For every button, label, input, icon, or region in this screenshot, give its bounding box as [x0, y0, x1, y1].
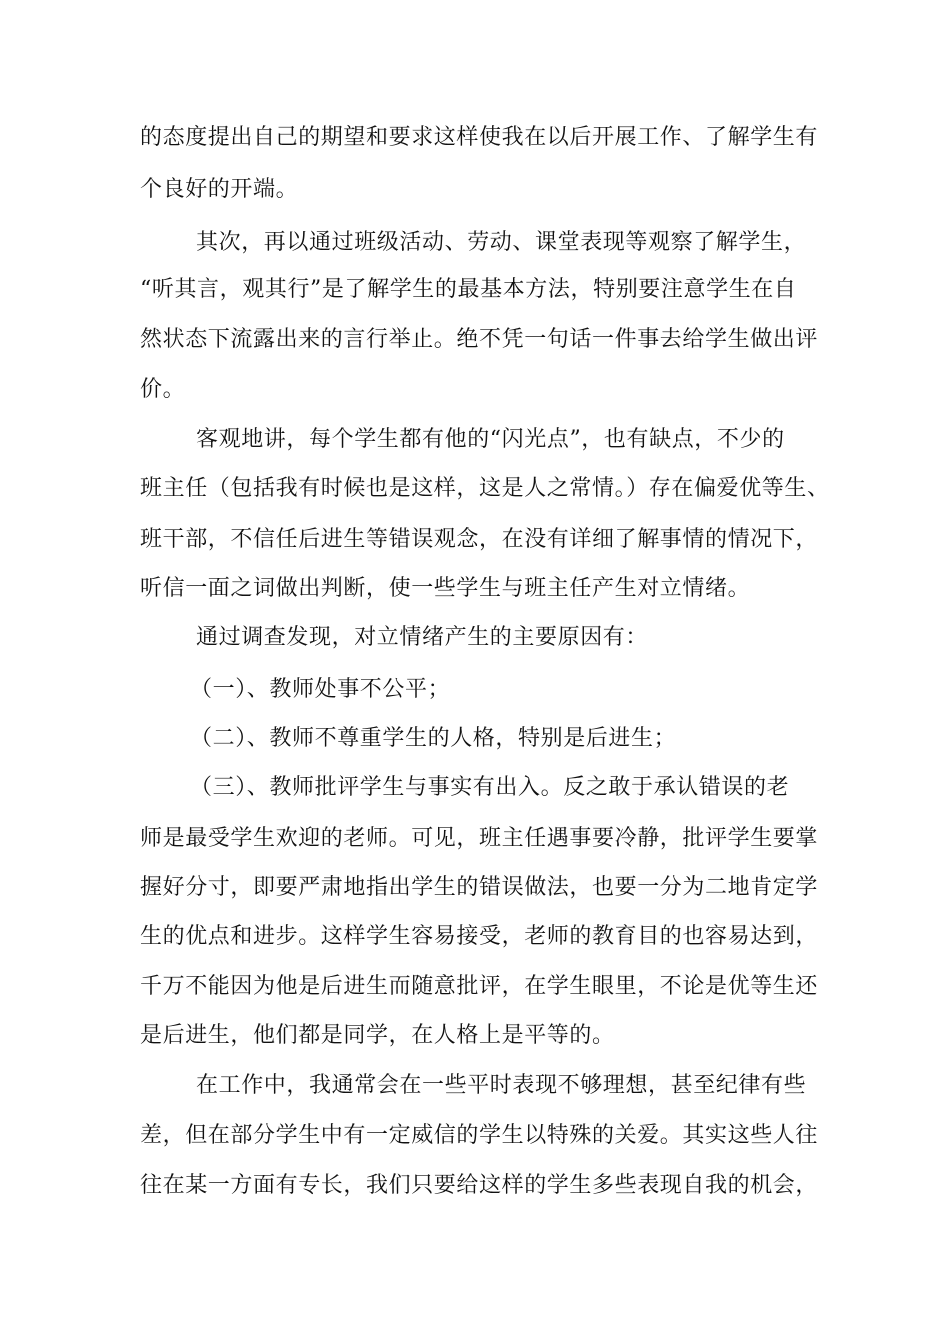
text-line: 在工作中，我通常会在一些平时表现不够理想，甚至纪律有些: [196, 1073, 807, 1098]
text-line: 握好分寸，即要严肃地指出学生的错误做法，也要一分为二地肯定学: [140, 875, 819, 900]
text-line: 然状态下流露出来的言行举止。绝不凭一句话一件事去给学生做出评: [140, 327, 819, 352]
list-item: （二）、教师不尊重学生的人格，特别是后进生；: [190, 726, 677, 751]
text-line: 听信一面之词做出判断，使一些学生与班主任产生对立情绪。: [140, 576, 751, 601]
text-line: 班主任（包括我有时候也是这样，这是人之常情。）存在偏爱优等生、: [140, 476, 830, 501]
text-line: 差，但在部分学生中有一定威信的学生以特殊的关爱。其实这些人往: [140, 1123, 819, 1148]
text-line: 价。: [140, 377, 186, 402]
text-line: 班干部，不信任后进生等错误观念，在没有详细了解事情的情况下，: [140, 527, 819, 552]
list-item: （三）、教师批评学生与事实有出入。反之敢于承认错误的老: [190, 775, 790, 800]
text-line: 是后进生，他们都是同学，在人格上是平等的。: [140, 1023, 615, 1048]
text-line: 通过调查发现，对立情绪产生的主要原因有：: [196, 625, 649, 650]
text-line: 其次，再以通过班级活动、劳动、课堂表现等观察了解学生，: [196, 230, 807, 255]
list-item: （一）、教师处事不公平；: [190, 677, 451, 702]
text-line: 千万不能因为他是后进生而随意批评，在学生眼里，不论是优等生还: [140, 974, 819, 999]
text-line: “听其言，观其行”是了解学生的最基本方法，特别要注意学生在自: [140, 277, 797, 302]
text-line: 的态度提出自己的期望和要求这样使我在以后开展工作、了解学生有: [140, 125, 819, 150]
text-line: 师是最受学生欢迎的老师。可见，班主任遇事要冷静，批评学生要掌: [140, 826, 819, 851]
text-line: 客观地讲，每个学生都有他的“闪光点”，也有缺点，不少的: [196, 427, 785, 452]
text-line: 往在某一方面有专长，我们只要给这样的学生多些表现自我的机会，: [140, 1173, 819, 1198]
text-line: 生的优点和进步。这样学生容易接受，老师的教育目的也容易达到，: [140, 924, 819, 949]
text-line: 个良好的开端。: [140, 177, 299, 202]
